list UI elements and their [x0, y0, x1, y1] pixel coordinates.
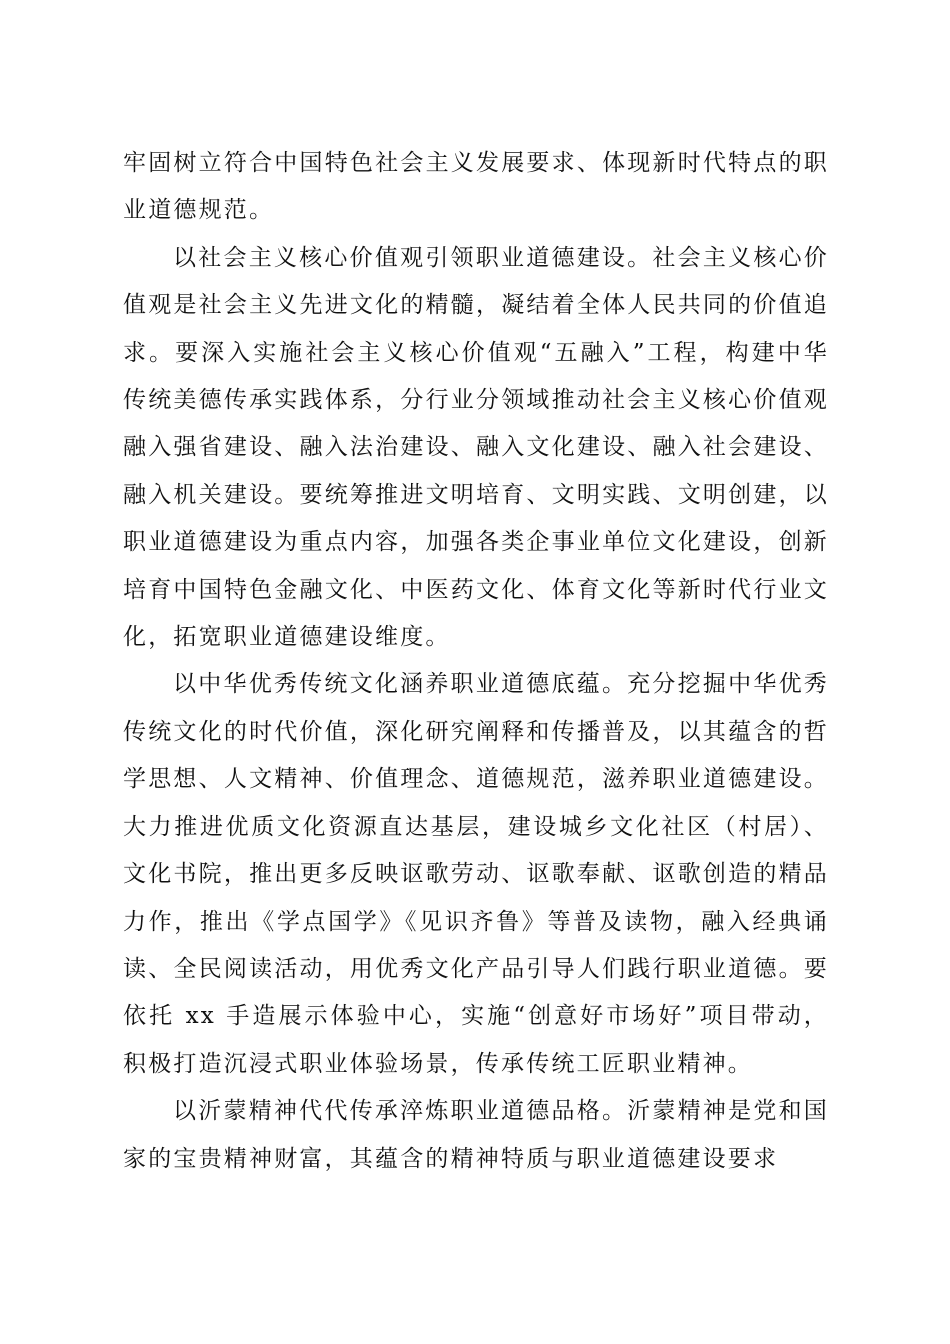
- paragraph-traditional-culture: 以中华优秀传统文化涵养职业道德底蕴。充分挖掘中华优秀传统文化的时代价值，深化研究阐释和传播普及，以其蕴含的哲学思想、人文精神、价值理念、道德规范，滋养职业道德建设。大力推进优质文化资源直达基层，建设城乡文化社区（村居）、文化书院，推出更多反映讴歌劳动、讴歌奉献、讴歌创造的精品力作，推出《学点国学》《见识齐鲁》等普及读物，融入经典诵读、全民阅读活动，用优秀文化产品引导人们践行职业道德。要依托 xx 手造展示体验中心，实施“创意好市场好”项目带动，积极打造沉浸式职业体验场景，传承传统工匠职业精神。: [123, 671, 829, 1077]
- paragraph-yimeng-spirit: 以沂蒙精神代代传承淬炼职业道德品格。沂蒙精神是党和国家的宝贵精神财富，其蕴含的精神特质与职业道德建设要求: [123, 1098, 829, 1172]
- paragraph-continuation: 牢固树立符合中国特色社会主义发展要求、体现新时代特点的职业道德规范。: [123, 150, 829, 224]
- paragraph-core-values: 以社会主义核心价值观引领职业道德建设。社会主义核心价值观是社会主义先进文化的精髓，凝结着全体人民共同的价值追求。要深入实施社会主义核心价值观“五融入”工程，构建中华传统美德传承实践体系，分行业分领域推动社会主义核心价值观融入强省建设、融入法治建设、融入文化建设、融入社会建设、融入机关建设。要统筹推进文明培育、文明实践、文明创建，以职业道德建设为重点内容，加强各类企事业单位文化建设，创新培育中国特色金融文化、中医药文化、体育文化等新时代行业文化，拓宽职业道德建设维度。: [123, 244, 829, 651]
- document-body: [123, 140, 829, 1183]
